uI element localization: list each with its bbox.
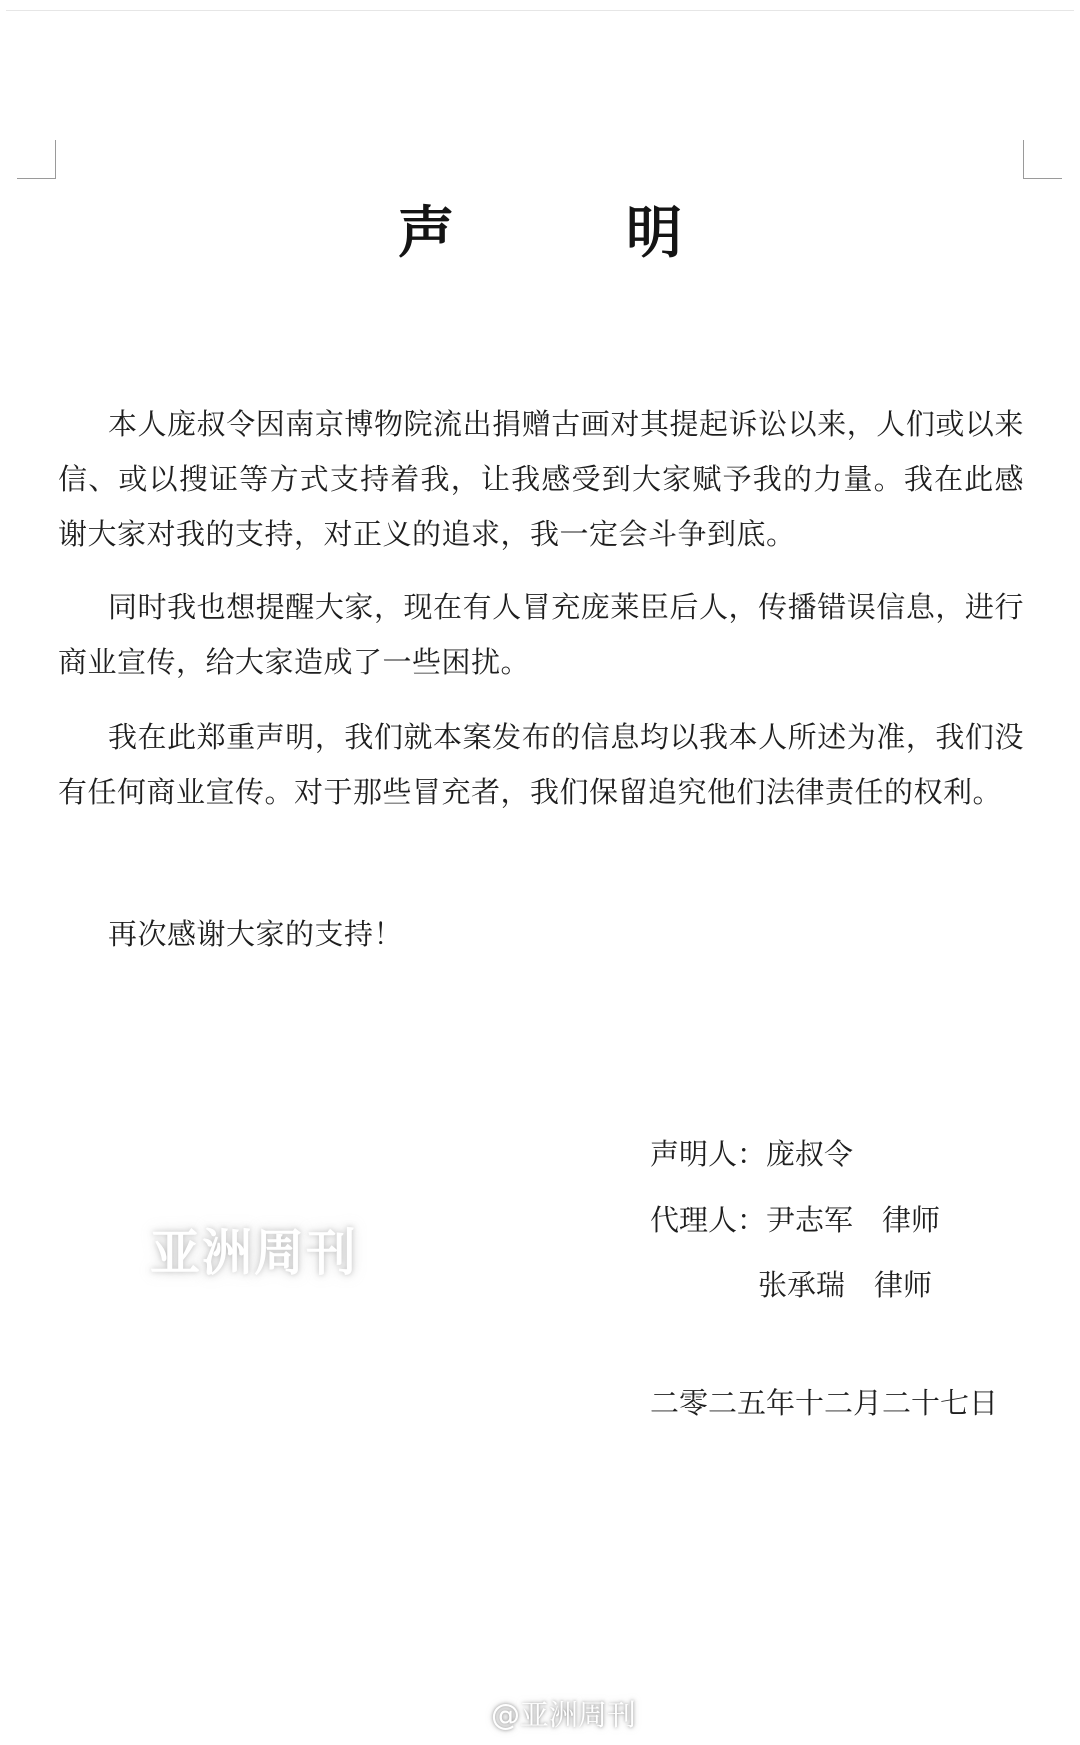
watermark-bottom-text: @亚洲周刊 xyxy=(491,1698,637,1732)
agent-line-1: 代理人：尹志军 律师 xyxy=(650,1203,941,1237)
paragraph-1: 本人庞叔令因南京博物院流出捐赠古画对其提起诉讼以来，人们或以来信、或以搜证等方式支持着我，让我感受到大家赋予我的力量。我在此感谢大家对我的支持，对正义的追求，我一定会斗争到底。 xyxy=(58,407,1024,551)
watermark-bottom xyxy=(445,1693,636,1734)
declarant-line: 声明人：庞叔令 xyxy=(650,1137,854,1171)
page-top-border xyxy=(6,10,1074,11)
paragraph-2: 同时我也想提醒大家，现在有人冒充庞莱臣后人，传播错误信息，进行商业宣传，给大家造成了一些困扰。 xyxy=(58,590,1024,679)
weibo-icon xyxy=(445,1698,485,1730)
paragraph-3: 我在此郑重声明，我们就本案发布的信息均以我本人所述为准，我们没有任何商业宣传。对于那些冒充者，我们保留追究他们法律责任的权利。 xyxy=(58,720,1024,809)
crop-mark-top-right xyxy=(1023,140,1062,179)
crop-mark-top-left xyxy=(17,140,56,179)
agent-line-2: 张承瑞 律师 xyxy=(758,1268,933,1302)
document-title: 声 明 xyxy=(398,201,740,266)
statement-date: 二零二五年十二月二十七日 xyxy=(650,1386,999,1420)
watermark-center: 亚洲周刊 xyxy=(150,1224,358,1282)
paragraph-closing: 再次感谢大家的支持！ xyxy=(108,917,404,951)
